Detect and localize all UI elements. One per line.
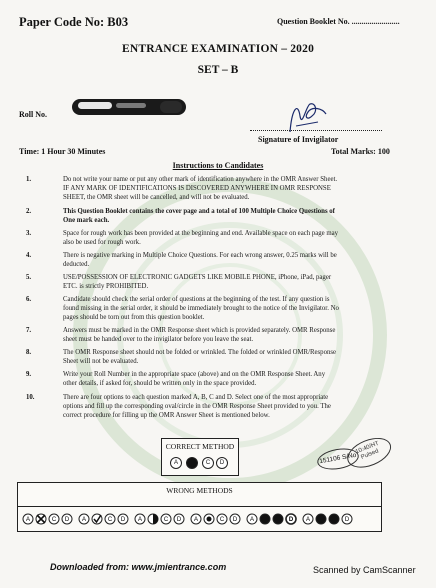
instruction-number: 10. — [26, 394, 35, 401]
signature-line — [250, 130, 382, 131]
instruction-item: The OMR Response sheet should not be folded or wrinkled. The folded or wrinkled OMR/Response Sheet will not be evaluated. — [63, 349, 337, 365]
wrong-example-two-filled-icon — [303, 514, 352, 524]
svg-text:C: C — [219, 517, 225, 523]
instruction-number: 3. — [26, 230, 32, 237]
instruction-number: 6. — [26, 296, 32, 303]
wrong-example-half-filled-icon — [135, 514, 184, 524]
bubble-d: D — [216, 457, 228, 469]
scanner-credit: Scanned by CamScanner — [313, 565, 416, 575]
svg-text:A: A — [249, 517, 255, 523]
instruction-item: This Question Booklet contains the cover page and a total of 100 Multiple Choice Questions of One mark each. — [63, 208, 335, 224]
bubble-c: C — [202, 457, 214, 469]
svg-text:C: C — [163, 517, 169, 523]
wrong-example-dot-icon — [191, 514, 240, 524]
wrong-example-cross-icon — [23, 514, 72, 524]
instructions-heading: Instructions to Candidates — [172, 161, 264, 170]
handwritten-serial: 151106 S/No — [316, 446, 361, 473]
wrong-methods-box — [17, 482, 382, 532]
svg-text:C: C — [107, 517, 113, 523]
roll-no-label: Roll No. — [19, 110, 47, 119]
correct-method-title: CORRECT METHOD — [165, 442, 235, 451]
instruction-item: Answers must be marked in the OMR Response sheet which is provided separately. OMR Response sheet must be handed over to the invigilator before you leave the seat. — [63, 327, 336, 343]
download-source: Downloaded from: www.jmientrance.com — [50, 562, 227, 572]
instruction-number: 4. — [26, 252, 32, 259]
instruction-item: Do not write your name or put any other mark of identification anywhere in the OMR Answer Sheet. IF ANY MARK OF IDENTIFICATIONS IS DISCOVERED ANYWHERE IN OMR RESPONSE SHEET, the OMR sheet will be cancelled, and will not be evaluated. — [63, 176, 338, 201]
exam-set: SET – B — [197, 64, 239, 76]
instruction-number: 2. — [26, 208, 32, 215]
signature-label: Signature of Invigilator — [258, 135, 339, 144]
instruction-number: 9. — [26, 371, 32, 378]
redaction-pen-icon — [70, 95, 188, 119]
svg-text:D: D — [120, 517, 126, 523]
instruction-item: Space for rough work has been provided at the beginning and end. Available space on each page may also be used for rough work. — [63, 230, 339, 246]
svg-text:A: A — [137, 517, 143, 523]
bubble-a: A — [170, 457, 182, 469]
exam-duration: Time: 1 Hour 30 Minutes — [19, 147, 106, 156]
invigilator-signature-icon — [282, 98, 332, 138]
handwritten-stamp: 10:40/HT Pulsed — [343, 433, 395, 477]
svg-text:D: D — [344, 517, 350, 523]
wrong-methods-examples — [18, 507, 381, 531]
svg-text:A: A — [193, 517, 199, 523]
question-booklet-no: Question Booklet No. ........................ — [277, 17, 400, 26]
instruction-number: 7. — [26, 327, 32, 334]
instruction-number: 1. — [26, 176, 32, 183]
svg-text:A: A — [81, 517, 87, 523]
instruction-number: 5. — [26, 274, 32, 281]
instruction-item: Write your Roll Number in the appropriate space (above) and on the OMR Response Sheet. Any other details, if asked for, should be written only in the space provided. — [63, 371, 326, 387]
total-marks: Total Marks: 100 — [331, 147, 390, 156]
wrong-example-tick-icon — [79, 514, 128, 524]
instruction-item: Candidate should check the serial order of questions at the beginning of the test. If any question is found missing in the serial order, it should be immediately brought to the notice of the Invigilator. No pages should be torn out from this question booklet. — [63, 296, 339, 321]
instruction-item: There are four options to each question marked A, B, C and D. Select one of the most appropriate options and fill up the corresponding oval/circle in the OMR Response Sheet provided to you. The correct procedure for filling up the OMR Answer Sheet is mentioned below. — [63, 394, 331, 419]
exam-title: ENTRANCE EXAMINATION – 2020 — [121, 43, 315, 55]
svg-text:D: D — [288, 517, 294, 523]
wrong-example-multiple-filled-icon — [247, 514, 296, 524]
wrong-methods-title: WRONG METHODS — [166, 486, 233, 495]
svg-text:D: D — [64, 517, 70, 523]
svg-text:A: A — [305, 517, 311, 523]
svg-text:D: D — [176, 517, 182, 523]
svg-text:C: C — [51, 517, 57, 523]
svg-text:A: A — [25, 517, 31, 523]
paper-code: Paper Code No: B03 — [19, 15, 129, 29]
correct-method-box — [161, 438, 239, 476]
svg-text:D: D — [232, 517, 238, 523]
instruction-item: There is negative marking in Multiple Choice Questions. For each wrong answer, 0.25 marks will be deducted. — [63, 252, 337, 268]
bubble-b-filled — [186, 457, 198, 469]
instruction-number: 8. — [26, 349, 32, 356]
instruction-item: USE/POSSESSION OF ELECTRONIC GADGETS LIKE MOBILE PHONE, iPhone, iPad, pager ETC. is strictly PROHIBITED. — [63, 274, 332, 290]
